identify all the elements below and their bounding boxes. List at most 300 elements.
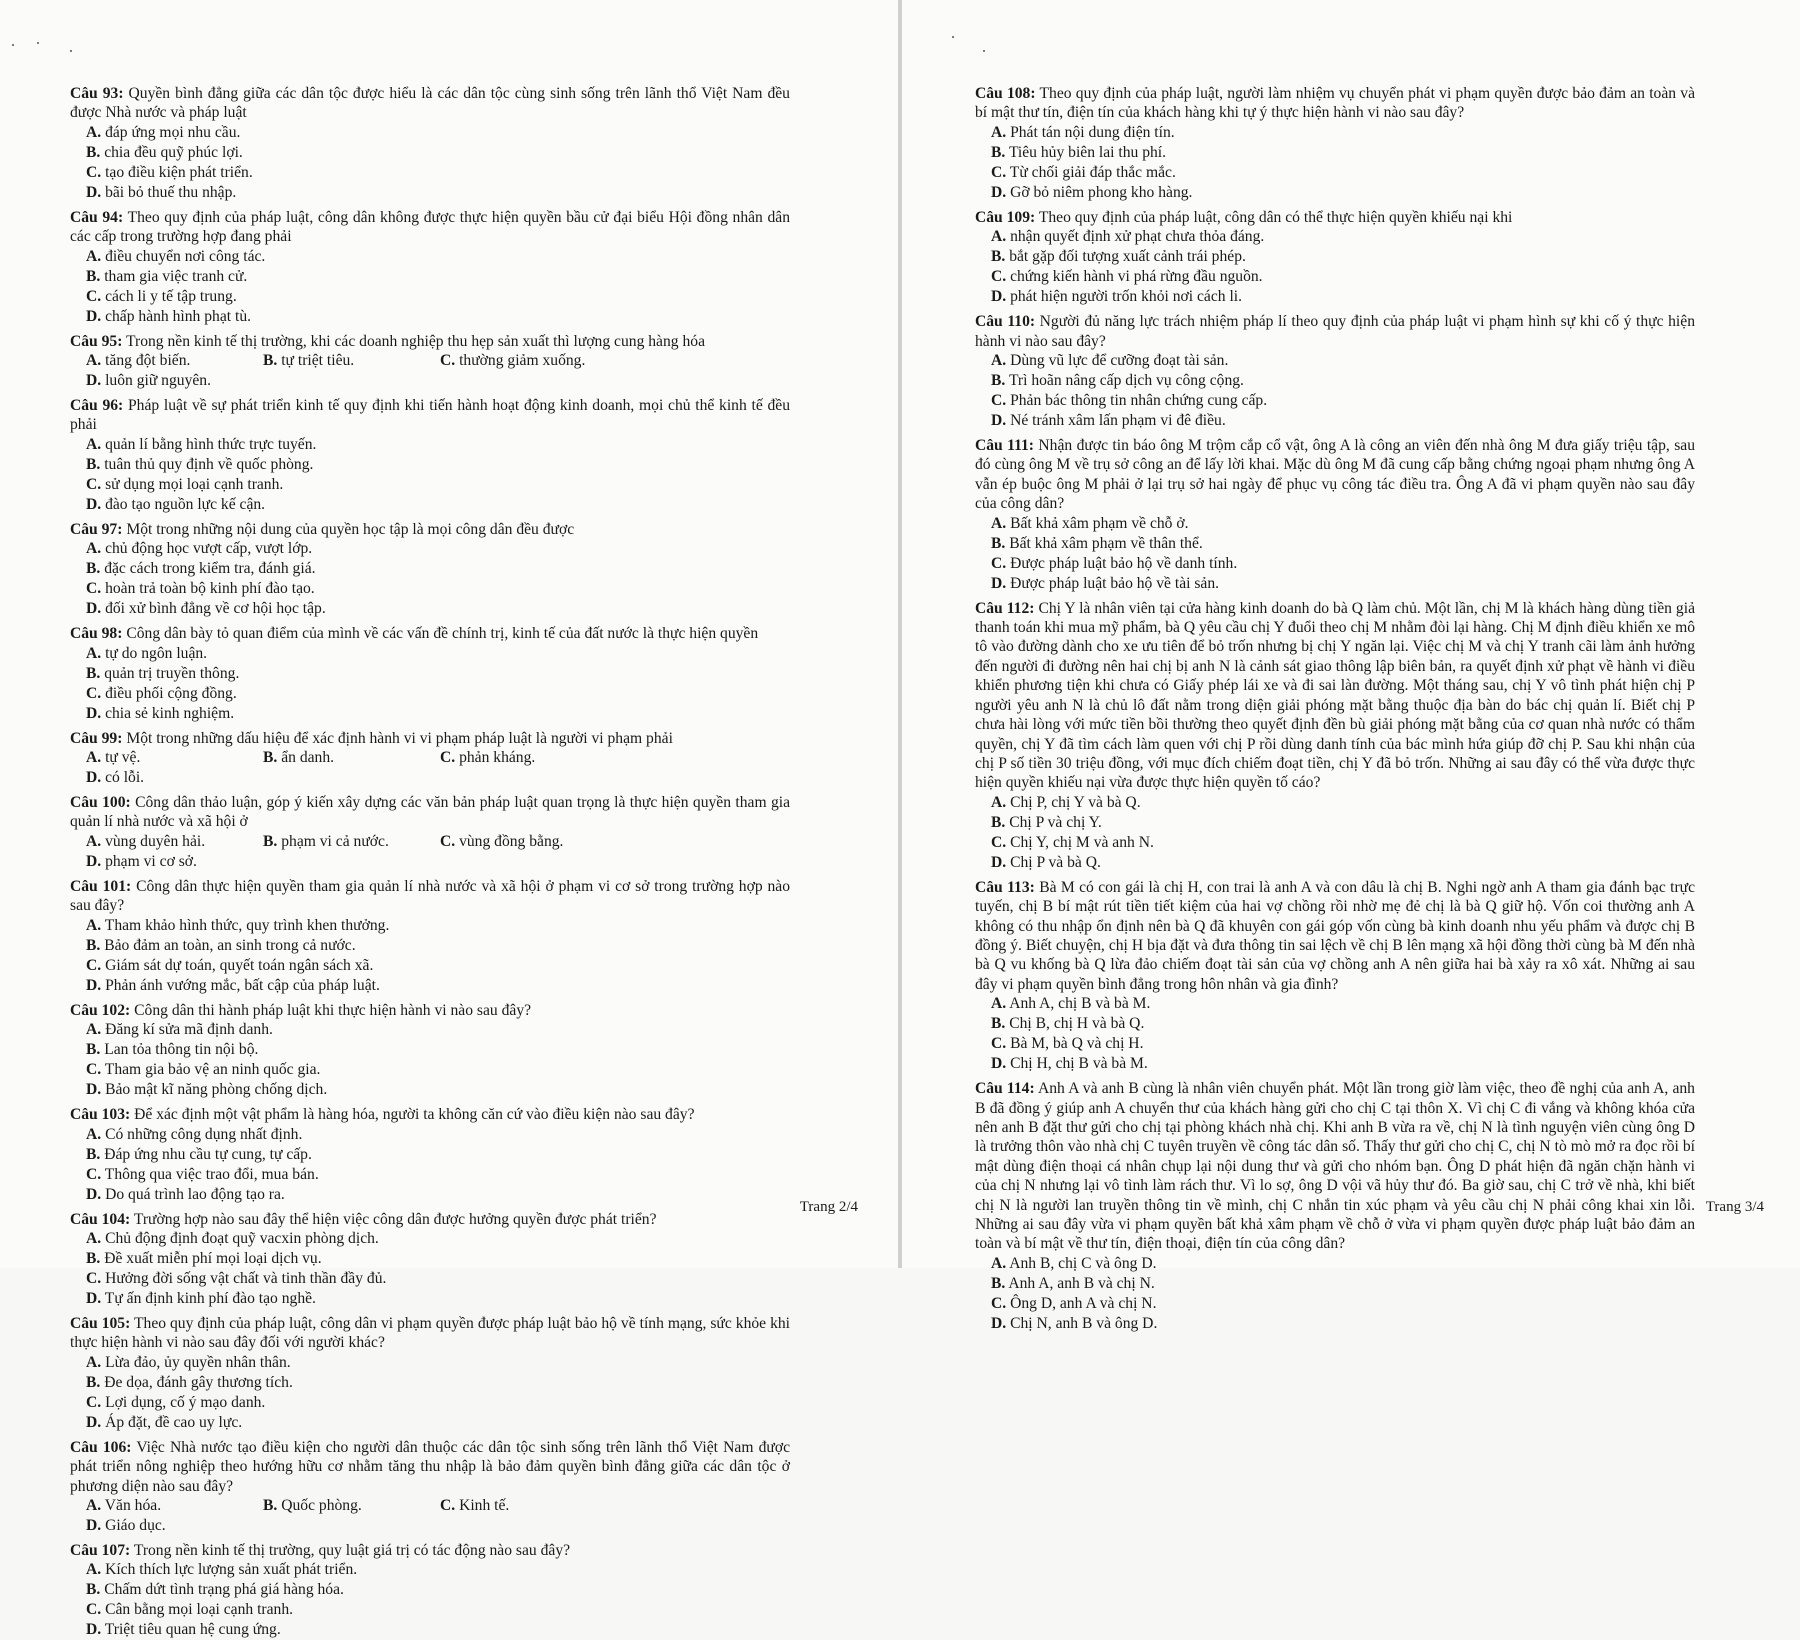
answer-option [991,554,1346,574]
answer-option [86,916,441,936]
option-text: Đe dọa, đánh gây thương tích. [104,1373,293,1391]
option-text: tuân thủ quy định về quốc phòng. [104,455,314,473]
option-text: Phản bác thông tin nhân chứng cung cấp. [1010,392,1268,410]
question-block [975,436,1695,594]
page-number: Trang 3/4 [1705,1199,1764,1215]
option-letter: D. [86,1185,102,1203]
option-letter: A. [991,228,1007,246]
option-text: Văn hóa. [104,1496,162,1514]
answer-option [86,1413,441,1433]
option-letter: D. [86,183,102,201]
question-block [70,1314,790,1433]
answer-option [991,123,1346,143]
question-column [975,84,1695,1334]
question-text: Để xác định một vật phẩm là hàng hóa, người ta không căn cứ vào điều kiện nào sau đây? [134,1106,695,1124]
answer-option [86,1060,441,1080]
option-letter: C. [991,163,1007,181]
question-number: Câu 98: [70,625,123,643]
answer-options [975,1254,1695,1334]
question-number: Câu 114: [975,1080,1035,1098]
question-text: Pháp luật về sự phát triển kinh tế quy định khi tiến hành hoạt động kinh doanh, mọi chủ thể kinh tế đều phải [70,397,790,434]
question-text: Công dân bày tỏ quan điểm của mình về các vấn đề chính trị, kinh tế của đất nước là thực hiện quyền [126,625,759,643]
answer-option [991,163,1346,183]
option-letter: B. [991,248,1006,266]
option-letter: D. [991,853,1007,871]
option-letter: A. [86,540,102,558]
question-text: Một trong những dấu hiệu để xác định hành vi vi phạm pháp luật là người vi phạm phải [126,729,673,747]
answer-option [86,644,441,664]
answer-option [86,1185,441,1205]
option-text: Từ chối giải đáp thắc mắc. [1009,163,1176,181]
question-text: Anh A và anh B cùng là nhân viên chuyển phát. Một lần trong giờ làm việc, theo đề nghị của anh A, anh B đã đồng ý giúp anh A chuyển thư của khách hàng gửi cho chị C tại thôn X. Vì chị C đi vắng và không khóa cửa nên anh B đặt thư gửi cho chị tại phòng khách nhà chị. Khi anh B vừa ra về, chị N là tình nguyện viên cùng ông D là trưởng thôn vào nhà chị C tuyên truyền về công tác dân số. Thấy thư gửi cho chị C, chị N tò mò mở ra đọc rồi bí mật dùng điện thoại cá nhân chụp lại nội dung thư và gửi cho nhóm bạn. Ông D phát hiện đã ngăn chặn hành vi của chị N nhưng lại vô tình làm rách thư. Vì lo sợ, ông D vội vã hủy thư đó. Ba giờ sau, chị C trở về nhà, khi biết chị N là người lan truyền thông tin về mình, chị C nhắn tin xúc phạm và yêu cầu chị N phải công khai xin lỗi. Những ai sau đây vừa vi phạm quyền bất khả xâm phạm về chỗ ở vừa vi phạm quyền được pháp luật bảo đảm an toàn và bí mật về thư tín, điện thoại, điện tín của công dân? [975,1080,1695,1253]
question-text: Bà M có con gái là chị H, con trai là anh A và con dâu là chị B. Nghi ngờ anh A tham gia đánh bạc trực tuyến, chị B bí mật rút tiền tiết kiệm của hai vợ chồng rồi nhờ mẹ đẻ chị là bà Q giữ hộ. Vốn coi thường anh A không có thu nhập ổn định nên bà Q đã khuyên con gái góp vốn cùng bà kinh doanh nhu yếu phẩm và được chị B đồng ý. Biết chuyện, chị H bịa đặt và đưa thông tin sai lệch về chị B lên mạng xã hội đồng thời cùng bà M đến nhà bà Q vu khống bà Q lừa đảo chiếm đoạt tài sản của vợ chồng anh A nên giữa hai bà xảy ra xô xát. Những ai sau đây vi phạm quyền bình đẳng trong hôn nhân và gia đình? [975,878,1696,993]
option-text: chia sẻ kinh nghiệm. [105,704,235,722]
option-text: Hưởng đời sống vật chất và tinh thần đầy đủ. [105,1269,387,1287]
question-block [70,1541,790,1640]
answer-option [991,793,1346,813]
question-number: Câu 107: [70,1541,131,1559]
answer-option [86,371,263,391]
option-text: Dùng vũ lực để cưỡng đoạt tài sản. [1010,352,1229,370]
answer-options [70,1229,790,1309]
option-letter: B. [86,1041,101,1059]
option-text: đặc cách trong kiểm tra, đánh giá. [104,560,316,578]
option-letter: A. [991,793,1007,811]
question-block [70,729,790,788]
question-text: Trong nền kinh tế thị trường, khi các doanh nghiệp thu hẹp sản xuất thì lượng cung hàng hóa [126,332,705,350]
option-letter: A. [86,435,102,453]
question-number: Câu 105: [70,1314,131,1332]
option-letter: B. [991,1274,1006,1292]
scan-speck [983,50,985,52]
option-text: tự triệt tiêu. [281,352,355,370]
option-text: Né tránh xâm lấn phạm vi đê điều. [1010,412,1226,430]
option-letter: D. [86,600,102,618]
option-letter: A. [86,1229,102,1247]
question-stem [70,84,790,123]
answer-option [86,1165,441,1185]
option-text: đáp ứng mọi nhu cầu. [105,123,241,141]
scan-speck [952,36,954,38]
option-letter: D. [991,574,1007,592]
question-text: Trong nền kinh tế thị trường, quy luật giá trị có tác động nào sau đây? [133,1541,571,1559]
answer-option [86,435,441,455]
answer-option [991,853,1346,873]
answer-option [86,351,263,371]
answer-option [86,1620,441,1640]
answer-option [991,833,1346,853]
answer-option [86,495,441,515]
option-text: Triệt tiêu quan hệ cung ứng. [104,1621,281,1639]
answer-option [86,455,441,475]
question-text: Theo quy định của pháp luật, công dân vi phạm quyền được pháp luật bảo hộ về tính mạng, sức khỏe khi thực hiện hành vi nào sau đây đối với người khác? [70,1314,790,1352]
option-letter: D. [86,769,102,787]
answer-option [86,559,441,579]
question-text: Người đủ năng lực trách nhiệm pháp lí theo quy định của pháp luật vi phạm hình sự khi cố ý thực hiện hành vi nào sau đây? [975,313,1695,350]
option-text: tạo điều kiện phát triển. [105,163,253,181]
question-text: Công dân thực hiện quyền tham gia quản lí nhà nước và xã hội ở phạm vi cơ sở trong trường hợp nào sau đây? [70,877,790,915]
option-letter: B. [86,936,101,954]
option-text: thường giảm xuống. [459,352,586,370]
option-letter: B. [86,267,101,285]
option-letter: D. [991,1055,1007,1073]
question-block [975,878,1695,1074]
option-text: đào tạo nguồn lực kế cận. [105,495,266,513]
answer-option [86,1289,441,1309]
option-letter: D. [991,288,1007,306]
answer-options [70,1353,790,1433]
answer-options [70,539,790,619]
option-text: Anh A, anh B và chị N. [1008,1274,1155,1292]
option-text: quản lí bằng hình thức trực tuyến. [105,435,317,453]
answer-option [991,574,1346,594]
answer-options [975,351,1695,431]
question-block [975,208,1695,307]
option-text: Lợi dụng, cố ý mạo danh. [105,1393,266,1411]
option-text: Cân bằng mọi loại cạnh tranh. [105,1601,294,1619]
option-text: Kinh tế. [459,1496,510,1514]
option-text: Thông qua việc trao đổi, mua bán. [104,1165,319,1183]
question-number: Câu 109: [975,208,1036,226]
question-number: Câu 93: [70,85,124,102]
option-letter: A. [86,916,102,934]
answer-option [86,704,441,724]
option-text: tự do ngôn luận. [105,644,208,662]
answer-option [86,1269,441,1289]
scan-speck [37,42,39,44]
question-text: Theo quy định của pháp luật, công dân không được thực hiện quyền bầu cử đại biểu Hội đồng nhân dân các cấp trong trường hợp đang phải [70,208,791,246]
option-letter: C. [86,287,102,305]
option-text: Ông D, anh A và chị N. [1010,1294,1157,1312]
question-block [70,793,790,872]
answer-option [86,1125,441,1145]
question-stem [70,793,790,832]
question-stem [70,877,790,916]
option-text: cách li y tế tập trung. [105,287,237,305]
option-text: phản kháng. [459,749,536,767]
option-text: bãi bỏ thuế thu nhập. [105,183,237,201]
answer-option [86,976,441,996]
option-letter: A. [86,1496,102,1514]
option-text: phạm vi cơ sở. [105,852,197,870]
option-letter: C. [991,554,1007,572]
exam-page-3 [902,0,1800,1332]
answer-options [975,123,1695,203]
answer-options [70,916,790,996]
option-letter: B. [86,560,101,578]
option-text: Bất khả xâm phạm về chỗ ở. [1010,514,1189,532]
answer-option [440,748,617,768]
question-block [70,332,790,391]
question-block [70,1001,790,1100]
question-text: Quyền bình đẳng giữa các dân tộc được hiểu là các dân tộc cùng sinh sống trên lãnh thổ Việt Nam đều được Nhà nước và pháp luật [70,85,790,122]
answer-option [991,183,1346,203]
answer-option [991,267,1346,287]
question-number: Câu 100: [70,794,131,812]
option-letter: B. [991,1015,1006,1033]
option-text: điều chuyển nơi công tác. [105,247,266,265]
question-number: Câu 108: [975,85,1036,102]
option-text: Chị H, chị B và bà M. [1010,1055,1148,1073]
answer-options [70,1560,790,1640]
option-text: vùng duyên hải. [105,832,206,850]
answer-option [991,1254,1346,1274]
answer-option [991,1014,1346,1034]
option-letter: A. [86,123,102,141]
option-letter: B. [263,352,278,370]
answer-options [70,351,790,391]
option-text: luôn giữ nguyên. [105,372,211,390]
answer-option [86,684,441,704]
option-letter: A. [991,123,1007,141]
answer-option [86,1580,441,1600]
option-letter: B. [991,372,1006,390]
answer-option [991,1274,1346,1294]
answer-options [70,832,790,872]
answer-option [991,1314,1346,1334]
option-letter: C. [440,832,456,850]
question-number: Câu 97: [70,520,123,538]
option-text: Chủ động định đoạt quỹ vacxin phòng dịch. [105,1229,379,1247]
question-stem [975,312,1695,351]
question-stem [975,436,1695,514]
option-text: phạm vi cả nước. [281,832,389,850]
answer-option [86,1020,441,1040]
option-letter: D. [991,412,1007,430]
option-letter: D. [86,495,102,513]
option-text: Lan tỏa thông tin nội bộ. [104,1041,259,1059]
option-letter: A. [991,352,1007,370]
answer-option [86,539,441,559]
option-text: có lỗi. [105,769,145,787]
answer-option [86,307,441,327]
option-text: Bà M, bà Q và chị H. [1010,1035,1144,1053]
answer-option [263,1496,440,1516]
answer-option [86,267,441,287]
option-text: đối xử bình đẳng về cơ hội học tập. [105,600,326,618]
option-text: Kích thích lực lượng sản xuất phát triển. [105,1561,358,1579]
option-letter: C. [86,1601,102,1619]
option-letter: B. [86,143,101,161]
answer-option [86,1353,441,1373]
option-letter: D. [86,976,102,994]
option-text: Đáp ứng nhu cầu tự cung, tự cấp. [104,1145,312,1163]
answer-option [991,287,1346,307]
option-text: Chị P và chị Y. [1009,813,1102,831]
option-letter: B. [86,1145,101,1163]
option-letter: A. [991,514,1007,532]
option-letter: B. [991,534,1006,552]
option-letter: A. [86,1125,102,1143]
question-block [70,1105,790,1204]
answer-option [991,391,1346,411]
question-text: Công dân thảo luận, góp ý kiến xây dựng các văn bản pháp luật quan trọng là thực hiện quyền tham gia quản lí nhà nước và xã hội ở [70,794,790,831]
answer-options [70,123,790,203]
question-block [70,624,790,723]
option-letter: A. [86,1021,102,1039]
option-letter: C. [991,268,1007,286]
option-letter: A. [86,644,102,662]
question-stem [70,1541,790,1560]
answer-option [86,123,441,143]
question-number: Câu 102: [70,1001,131,1019]
option-letter: C. [86,580,102,598]
answer-option [86,1393,441,1413]
answer-option [86,579,441,599]
option-letter: C. [991,833,1007,851]
question-block [70,520,790,619]
answer-option [86,1249,441,1269]
option-letter: D. [86,704,102,722]
question-stem [975,208,1695,227]
answer-option [440,351,617,371]
option-text: bắt gặp đối tượng xuất cảnh trái phép. [1009,248,1246,266]
option-text: Trì hoãn nâng cấp dịch vụ công cộng. [1008,372,1244,390]
answer-option [991,1054,1346,1074]
option-letter: A. [86,832,102,850]
scan-speck [12,44,14,46]
question-text: Theo quy định của pháp luật, người làm nhiệm vụ chuyển phát vi phạm quyền được bảo đảm an toàn và bí mật thư tín, điện tín của khách hàng khi tự ý thực hiện hành vi nào sau đây? [975,85,1695,122]
answer-option [263,832,440,852]
answer-option [86,1516,263,1536]
option-text: Chị P và bà Q. [1010,853,1101,871]
answer-option [991,1034,1346,1054]
question-block [70,877,790,996]
option-text: Phát tán nội dung điện tín. [1010,123,1175,141]
option-text: Đề xuất miễn phí mọi loại dịch vụ. [104,1249,322,1267]
question-stem [975,878,1695,994]
question-block [70,84,790,203]
answer-options [70,1125,790,1205]
question-stem [70,1001,790,1020]
question-stem [975,599,1695,793]
option-text: chủ động học vượt cấp, vượt lớp. [105,540,313,558]
option-text: Bảo đảm an toàn, an sinh trong cả nước. [104,936,356,954]
option-letter: C. [991,1035,1007,1053]
option-letter: C. [86,1061,102,1079]
question-stem [70,1438,790,1496]
option-letter: A. [86,352,102,370]
answer-option [86,1560,441,1580]
answer-option [991,994,1346,1014]
option-text: điều phối cộng đồng. [105,684,237,702]
option-text: Chị Y, chị M và anh N. [1010,833,1154,851]
answer-options [975,994,1695,1074]
answer-option [440,1496,617,1516]
question-block [70,208,790,327]
question-text: Công dân thi hành pháp luật khi thực hiện hành vi nào sau đây? [134,1001,532,1019]
option-text: Chị P, chị Y và bà Q. [1010,793,1141,811]
answer-option [86,1040,441,1060]
answer-options [70,1020,790,1100]
answer-option [86,247,441,267]
option-letter: C. [86,1165,102,1183]
answer-option [86,832,263,852]
question-number: Câu 94: [70,208,124,226]
option-letter: A. [991,995,1007,1013]
option-text: Bất khả xâm phạm về thân thể. [1009,534,1203,552]
option-letter: A. [86,1353,102,1371]
question-number: Câu 110: [975,313,1036,331]
option-letter: C. [991,1294,1007,1312]
answer-option [991,227,1346,247]
option-letter: B. [86,1249,101,1267]
option-letter: B. [86,1581,101,1599]
question-number: Câu 104: [70,1210,131,1228]
answer-option [86,143,441,163]
option-text: hoàn trả toàn bộ kinh phí đào tạo. [105,580,315,598]
question-stem [70,624,790,643]
question-text: Chị Y là nhân viên tại cửa hàng kinh doanh do bà Q làm chủ. Một lần, chị M là khách hàng dùng tiền giả thanh toán khi mua mỹ phẩm, bà Q yêu cầu chị Y đuổi theo chị M nhằm đòi lại hàng. Chị M định điều khiển xe mô tô vào đường dành cho xe ưu tiên để bỏ trốn nhưng bị chị Y ngăn lại. Việc chị M và chị Y tranh cãi làm ảnh hưởng đến người đi đường nên hai chị bị anh N là cảnh sát giao thông lập biên bản, ra quyết định xử phạt về hành vi điều khiển phương tiện khi chưa có Giấy phép lái xe và đi sai làn đường. Một tháng sau, chị Y vô tình phát hiện chị P người yêu anh N là chủ lô đất nằm trong diện giải phóng mặt bằng thuộc địa bàn do bác chị quản lí. Biết chị P chưa hài lòng với mức tiền bồi thường theo quyết định đền bù giải phóng mặt bằng của cơ quan nhà nước có thẩm quyền, chị Y đã tìm cách làm quen với chị P rồi dùng danh tính của bác mình hứa giúp đỡ chị P. Sau khi nhận của chị P số tiền 30 triệu đồng, với mục đích chiếm đoạt tiền, chị Y đã bỏ trốn. Những ai sau đây có thể vừa được thực hiện quyền khiếu nại vừa được thực hiện quyền tố cáo? [975,599,1695,792]
answer-options [70,247,790,327]
option-letter: B. [991,143,1006,161]
option-text: Do quá trình lao động tạo ra. [105,1185,285,1203]
answer-options [975,514,1695,594]
question-column [70,84,790,1640]
option-text: chia đều quỹ phúc lợi. [104,143,243,161]
option-text: Tiêu hủy biên lai thu phí. [1008,143,1167,161]
question-stem [70,1314,790,1353]
answer-option [86,1229,441,1249]
answer-option [991,143,1346,163]
question-text: Một trong những nội dung của quyền học tập là mọi công dân đều được [126,520,575,538]
answer-option [991,813,1346,833]
page-number: Trang 2/4 [799,1199,858,1215]
answer-option [263,748,440,768]
option-text: tham gia việc tranh cử. [104,267,248,285]
answer-option [86,1080,441,1100]
option-letter: D. [86,372,102,390]
answer-option [86,1600,441,1620]
option-text: Anh A, chị B và bà M. [1009,995,1151,1013]
option-text: Được pháp luật bảo hộ về tài sản. [1010,574,1220,592]
question-number: Câu 113: [975,878,1035,896]
answer-options [70,644,790,724]
option-text: Chấm dứt tình trạng phá giá hàng hóa. [104,1581,344,1599]
option-text: Tham khảo hình thức, quy trình khen thưởng. [104,916,390,934]
option-letter: C. [86,1393,102,1411]
option-text: tăng đột biến. [105,352,191,370]
option-text: tự vệ. [105,749,141,767]
option-text: Có những công dụng nhất định. [105,1125,303,1143]
question-block [975,312,1695,431]
answer-option [86,475,441,495]
option-text: Gỡ bỏ niêm phong kho hàng. [1010,183,1193,201]
answer-option [86,936,441,956]
option-letter: C. [86,956,102,974]
answer-option [86,287,441,307]
question-number: Câu 112: [975,599,1035,617]
question-number: Câu 99: [70,729,123,747]
option-letter: A. [86,1561,102,1579]
question-text: Việc Nhà nước tạo điều kiện cho người dân thuộc các dân tộc sinh sống trên lãnh thổ Việt Nam được phát triển nông nghiệp theo hướng hữu cơ nhằm tăng thu nhập là bảo đảm quyền bình đẳng giữa các dân tộc ở phương diện nào sau đây? [70,1438,790,1495]
option-letter: B. [86,664,101,682]
answer-option [86,956,441,976]
option-letter: D. [991,183,1007,201]
option-letter: C. [86,1269,102,1287]
option-letter: A. [991,1254,1007,1272]
answer-option [86,1496,263,1516]
option-letter: C. [86,684,102,702]
option-letter: C. [991,392,1007,410]
option-letter: D. [86,852,102,870]
answer-option [991,534,1346,554]
answer-option [991,411,1346,431]
option-text: Chị N, anh B và ông D. [1010,1314,1158,1332]
answer-options [70,1496,790,1536]
option-letter: B. [86,455,101,473]
option-text: quản trị truyền thông. [104,664,240,682]
